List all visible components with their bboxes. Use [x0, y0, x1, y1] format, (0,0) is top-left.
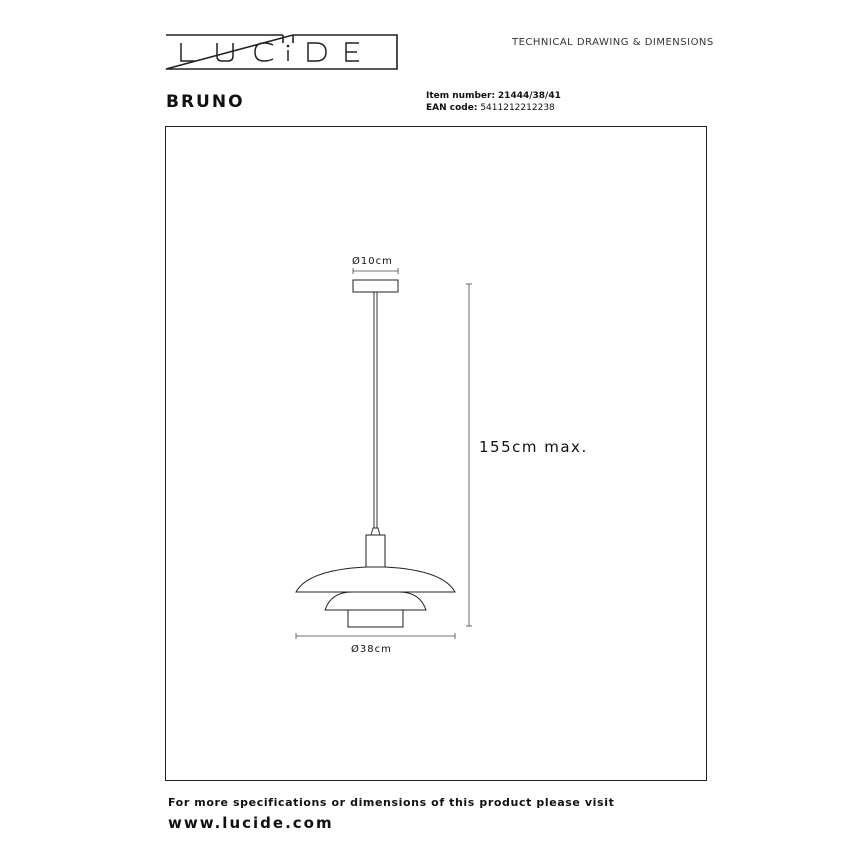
shade-diameter-label: Ø38cm: [351, 644, 392, 655]
cable-grip: [371, 528, 380, 535]
middle-shade: [325, 592, 426, 610]
document-type-label: TECHNICAL DRAWING & DIMENSIONS: [512, 37, 714, 48]
top-shade: [296, 567, 455, 592]
ean-label: EAN code:: [426, 103, 478, 113]
canopy-diameter-label: Ø10cm: [352, 256, 393, 267]
canopy: [353, 280, 398, 292]
product-name: BRUNO: [166, 92, 245, 112]
footer-text: For more specifications or dimensions of this product please visit: [168, 796, 615, 809]
socket-housing: [366, 535, 385, 567]
bottom-shade: [348, 610, 403, 627]
footer-url-link[interactable]: www.lucide.com: [168, 814, 334, 832]
item-number-label: Item number:: [426, 91, 496, 101]
ean-value: 5411212212238: [480, 103, 555, 113]
item-number-value: 21444/38/41: [497, 91, 561, 101]
max-height-label: 155cm max.: [479, 438, 588, 456]
